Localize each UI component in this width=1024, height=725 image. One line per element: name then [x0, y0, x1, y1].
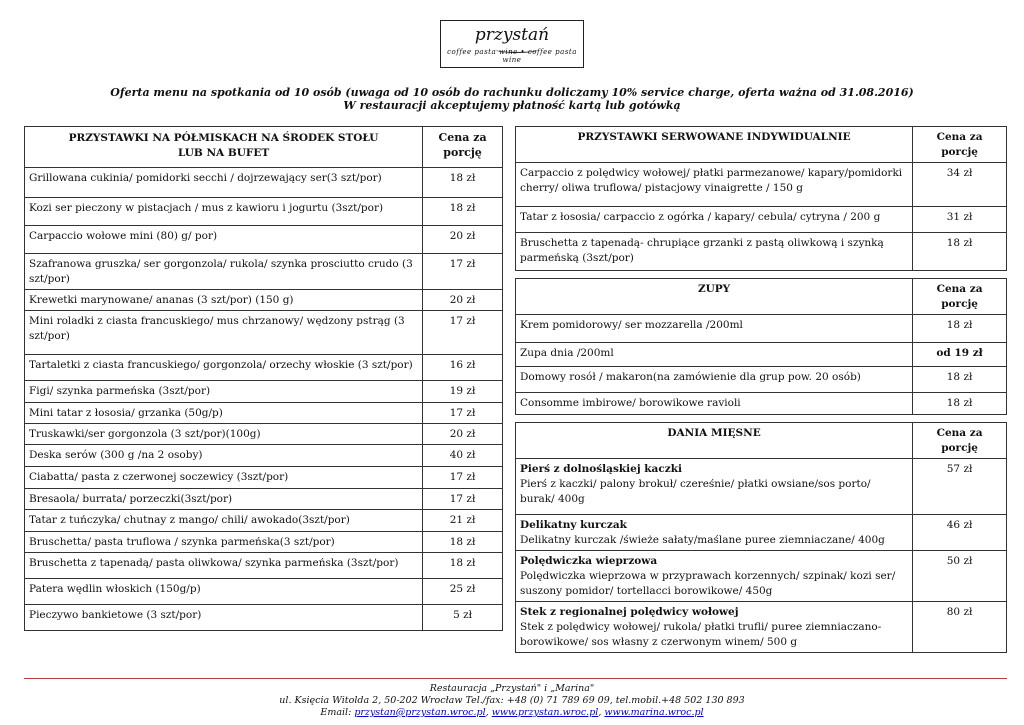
- table-header-row: [25, 127, 503, 168]
- footer-contact: [0, 707, 1024, 719]
- dish-description: [516, 343, 913, 367]
- dish-name: Bruschetta z tapenadą/ pasta oliwkowa/ szynka parmeńska (3szt/por): [25, 553, 423, 579]
- dish-description: [516, 233, 913, 271]
- dish-price: 18 zł: [913, 367, 1007, 393]
- dish-description: [516, 367, 913, 393]
- table-header-row: [516, 423, 1007, 459]
- table-row: [25, 579, 503, 605]
- dish-name: Carpaccio wołowe mini (80) g/ por): [25, 226, 423, 254]
- dish-price: 17 zł: [423, 403, 503, 424]
- restaurant-logo: [440, 20, 584, 68]
- table-row: [25, 290, 503, 311]
- dish-price: 18 zł: [913, 315, 1007, 343]
- dish-price: 50 zł: [913, 551, 1007, 602]
- dish-price: 31 zł: [913, 207, 1007, 233]
- dish-price: 17 zł: [423, 489, 503, 510]
- dish-name: Tartaletki z ciasta francuskiego/ gorgonzola/ orzechy włoskie (3 szt/por): [25, 355, 423, 381]
- table-row: [25, 553, 503, 579]
- dish-title: Stek z regionalnej polędwicy wołowej: [520, 606, 739, 618]
- dish-title: Polędwiczka wieprzowa: [520, 555, 658, 567]
- starters-platter-table: [24, 126, 503, 631]
- dish-name: Tatar z łososia/ carpaccio z ogórka / kapary/ cebula/ cytryna / 200 g: [520, 211, 881, 223]
- table-row: [25, 510, 503, 532]
- logo-tagline: coffee pasta wine • coffee pasta wine: [447, 48, 577, 64]
- dish-name: Truskawki/ser gorgonzola (3 szt/por)(100g): [25, 424, 423, 445]
- website-link-marina[interactable]: www.marina.wroc.pl: [604, 707, 704, 718]
- table-row: [25, 226, 503, 254]
- dish-name: Patera wędlin włoskich (150g/p): [25, 579, 423, 605]
- dish-price: 18 zł: [423, 532, 503, 553]
- table-row: [516, 459, 1007, 515]
- table-header-row: [516, 127, 1007, 163]
- dish-name: Bruschetta z tapenadą- chrupiące grzanki z pastą oliwkową i szynką parmeńską (3szt/por): [520, 237, 884, 264]
- table-row: [516, 602, 1007, 653]
- dish-price: 17 zł: [423, 254, 503, 290]
- dish-name: Deska serów (300 g /na 2 osoby): [25, 445, 423, 467]
- dish-description: [516, 163, 913, 207]
- dish-name: Pieczywo bankietowe (3 szt/por): [25, 605, 423, 631]
- section-header: DANIA MIĘSNE: [516, 423, 913, 459]
- dish-name: Ciabatta/ pasta z czerwonej soczewicy (3szt/por): [25, 467, 423, 489]
- dish-name: Polędwiczka wieprzowa w przyprawach korzennych/ szpinak/ kozi ser/ suszony pomidor/ tortellacci borowikowe/ 450g: [520, 570, 896, 597]
- table-row: [516, 551, 1007, 602]
- dish-name: Domowy rosół / makaron(na zamówienie dla grup pow. 20 osób): [520, 371, 861, 383]
- dish-name: Grillowana cukinia/ pomidorki secchi / dojrzewający ser(3 szt/por): [25, 168, 423, 198]
- dish-description: [516, 315, 913, 343]
- intro-offer-text: Oferta menu na spotkania od 10 osób (uwaga od 10 osób do rachunku doliczamy 10% service charge, oferta ważna od 31.08.2016): [110, 86, 914, 99]
- table-row: [25, 445, 503, 467]
- table-header-row: [516, 279, 1007, 315]
- dish-name: Bruschetta/ pasta truflowa / szynka parmeńska(3 szt/por): [25, 532, 423, 553]
- dish-price: 16 zł: [423, 355, 503, 381]
- table-row: [25, 532, 503, 553]
- dish-price: 25 zł: [423, 579, 503, 605]
- dish-description: [516, 602, 913, 653]
- table-row: [25, 467, 503, 489]
- dish-name: Zupa dnia /200ml: [520, 347, 614, 359]
- price-header: Cena za porcję: [913, 279, 1007, 315]
- dish-description: [516, 393, 913, 415]
- logo-wordmark: przystań: [474, 25, 550, 45]
- email-link[interactable]: przystan@przystan.wroc.pl: [354, 707, 486, 718]
- table-row: [25, 355, 503, 381]
- dish-price: 80 zł: [913, 602, 1007, 653]
- table-row: [516, 343, 1007, 367]
- price-header: Cena za porcję: [913, 127, 1007, 163]
- dish-description: [516, 515, 913, 551]
- table-row: [516, 393, 1007, 415]
- table-row: [516, 233, 1007, 271]
- dish-name: Krem pomidorowy/ ser mozzarella /200ml: [520, 319, 743, 331]
- dish-price: 17 zł: [423, 311, 503, 355]
- website-link-przystan[interactable]: www.przystan.wroc.pl: [491, 707, 599, 718]
- price-header: Cena za porcję: [423, 127, 503, 168]
- table-row: [25, 254, 503, 290]
- table-row: [25, 168, 503, 198]
- footer-separator: ,: [485, 707, 489, 718]
- dish-name: Mini tatar z łososia/ grzanka (50g/p): [25, 403, 423, 424]
- dish-name: Szafranowa gruszka/ ser gorgonzola/ rukola/ szynka prosciutto crudo (3 szt/por): [25, 254, 423, 290]
- dish-name: Carpaccio z polędwicy wołowej/ płatki parmezanowe/ kapary/pomidorki cherry/ oliwa truflowa/ pistacjowy vinaigrette / 150 g: [520, 167, 903, 194]
- table-row: [25, 311, 503, 355]
- dish-name: Mini roladki z ciasta francuskiego/ mus chrzanowy/ wędzony pstrąg (3 szt/por): [25, 311, 423, 355]
- right-menu-table: [515, 126, 1007, 653]
- table-row: [516, 515, 1007, 551]
- table-row: [25, 605, 503, 631]
- dish-price: 46 zł: [913, 515, 1007, 551]
- dish-price: 20 zł: [423, 226, 503, 254]
- table-row: [516, 315, 1007, 343]
- section-header: PRZYSTAWKI NA PÓŁMISKACH NA ŚRODEK STOŁU LUB NA BUFET: [25, 127, 423, 168]
- dish-name: Consomme imbirowe/ borowikowe ravioli: [520, 397, 741, 409]
- footer-divider: [24, 678, 1007, 679]
- dish-price: 34 zł: [913, 163, 1007, 207]
- dish-price: 18 zł: [913, 233, 1007, 271]
- dish-name: Stek z polędwicy wołowej/ rukola/ płatki trufli/ puree ziemniaczano-borowikowe/ sos własny z czerwonym winem/ 500 g: [520, 621, 882, 648]
- dish-description: [516, 207, 913, 233]
- dish-name: Delikatny kurczak /świeże sałaty/maślane puree ziemniaczane/ 400g: [520, 534, 885, 546]
- intro-payment-text: W restauracji akceptujemy płatność kartą lub gotówką: [343, 99, 681, 112]
- dish-price: 18 zł: [423, 168, 503, 198]
- footer-address: ul. Księcia Witolda 2, 50-202 Wrocław Tel./fax: +48 (0) 71 789 69 09, tel.mobil.+48 502 130 893: [279, 695, 745, 706]
- dish-price: 17 zł: [423, 467, 503, 489]
- dish-price: 18 zł: [423, 553, 503, 579]
- dish-price: 21 zł: [423, 510, 503, 532]
- table-row: [25, 198, 503, 226]
- dish-name: Bresaola/ burrata/ porzeczki(3szt/por): [25, 489, 423, 510]
- section-header: ZUPY: [516, 279, 913, 315]
- dish-title: Pierś z dolnośląskiej kaczki: [520, 463, 682, 475]
- table-row: [25, 424, 503, 445]
- footer-separator: ,: [598, 707, 602, 718]
- dish-title: Delikatny kurczak: [520, 519, 627, 531]
- table-row: [516, 367, 1007, 393]
- dish-name: Kozi ser pieczony w pistacjach / mus z kawioru i jogurtu (3szt/por): [25, 198, 423, 226]
- section-spacer: [516, 415, 1007, 423]
- table-row: [516, 207, 1007, 233]
- footer-email-label: Email:: [320, 707, 352, 718]
- dish-name: Tatar z tuńczyka/ chutnay z mango/ chili/ awokado(3szt/por): [25, 510, 423, 532]
- dish-price: 18 zł: [913, 393, 1007, 415]
- price-header: Cena za porcję: [913, 423, 1007, 459]
- table-row: [25, 381, 503, 403]
- table-row: [516, 163, 1007, 207]
- footer-restaurant-name: Restauracja „Przystań" i „Marina": [429, 683, 595, 694]
- dish-price: 20 zł: [423, 424, 503, 445]
- section-header: PRZYSTAWKI SERWOWANE INDYWIDUALNIE: [516, 127, 913, 163]
- dish-price: 57 zł: [913, 459, 1007, 515]
- dish-price: 18 zł: [423, 198, 503, 226]
- dish-price: 19 zł: [423, 381, 503, 403]
- dish-price: 5 zł: [423, 605, 503, 631]
- dish-price: 20 zł: [423, 290, 503, 311]
- table-row: [25, 489, 503, 510]
- dish-name: Figi/ szynka parmeńska (3szt/por): [25, 381, 423, 403]
- dish-price: 40 zł: [423, 445, 503, 467]
- dish-price: od 19 zł: [913, 343, 1007, 367]
- dish-description: [516, 551, 913, 602]
- section-spacer: [516, 271, 1007, 279]
- dish-description: [516, 459, 913, 515]
- table-row: [25, 403, 503, 424]
- dish-name: Krewetki marynowane/ ananas (3 szt/por) (150 g): [25, 290, 423, 311]
- dish-name: Pierś z kaczki/ palony brokuł/ czereśnie/ płatki owsiane/sos porto/ burak/ 400g: [520, 478, 871, 505]
